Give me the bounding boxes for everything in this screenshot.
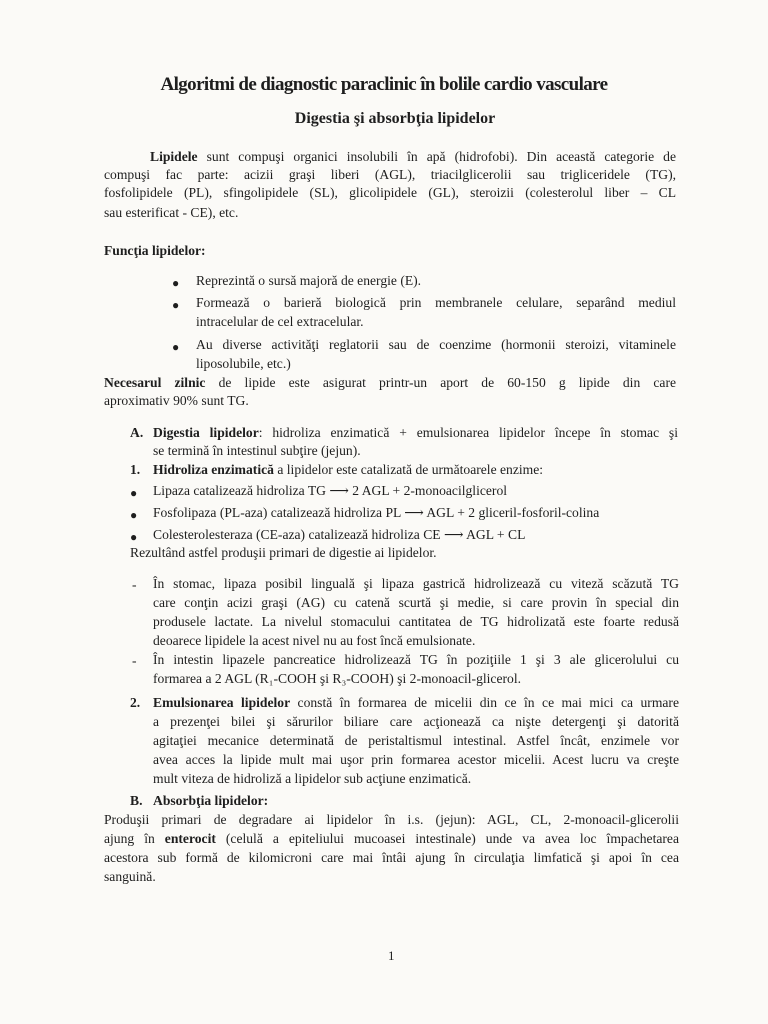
intro-line-3: fosfolipidele (PL), sfingolipidele (SL), glicolipidele (GL), steroizii (colesterolul liber – CL [104,185,676,200]
dash-icon: - [132,653,137,668]
bullet-icon: ● [172,340,180,354]
enzyme-item: Fosfolipaza (PL-aza) catalizează hidroliza PL ⟶ AGL + 2 gliceril-fosforil-colina [153,505,600,520]
item-2-line-5: mult viteza de hidroliză a lipidelor sub acţiune enzimatică. [153,771,472,786]
intro-line-2: compuşi fac parte: acizii graşi liberi (AGL), triacilglicerolii sau trigliceridele (TG), [104,167,676,182]
intestin-line-2: formarea a 2 AGL (R₁-COOH şi R₃-COOH) şi 2-monoacil-glicerol. [153,671,521,686]
intestin-line-1: În intestin lipazele pancreatice hidrolizează TG în poziţiile 1 şi 3 ale glicerolului cu [153,652,679,667]
section-subtitle: Digestia şi absorbţia lipidelor [294,110,496,127]
item-1-line: Hidroliza enzimatică a lipidelor este catalizată de următoarele enzime: [153,462,544,477]
section-a-line-2: se termină în intestinul subţire (jejun). [153,443,361,458]
functia-bullet-3-line-1: Au diverse activităţi reglatorii sau de coenzime (hormonii steroizi, vitaminele [196,337,676,352]
bullet-icon: ● [130,508,138,522]
enzyme-item: Colesterolesteraza (CE-aza) catalizează hidroliza CE ⟶ AGL + CL [153,527,526,542]
functia-bullet-2-line-2: intracelular de cel extracelular. [196,314,364,329]
item-2-marker: 2. [130,695,141,710]
item-2-line-2: a prezenţei bilei şi sărurilor biliare care acţionează ca nişte detergenţi şi datorită [153,714,679,729]
necesar-line-2: aproximativ 90% sunt TG. [104,393,249,408]
functia-bullet-1: Reprezintă o sursă majoră de energie (E). [196,273,422,288]
necesar-line-1: Necesarul zilnic de lipide este asigurat printr-un aport de 60-150 g lipide din care [104,375,677,390]
intro-line-1: Lipidele sunt compuşi organici insolubili în apă (hidrofobi). Din această categorie de [150,149,676,164]
enzyme-result: Rezultând astfel produşii primari de digestie ai lipidelor. [130,545,437,560]
bullet-icon: ● [130,530,138,544]
section-b-line-4: sanguină. [104,869,156,884]
section-a-marker: A. [130,425,144,440]
item-2-line-3: agitaţiei mecanice determinată de peristaltismul intestinal. Astfel încât, enzimele vor [153,733,679,748]
bullet-icon: ● [130,486,138,500]
functia-heading: Funcţia lipidelor: [104,243,206,258]
section-b-line-2: ajung în enterocit (celulă a epiteliului mucoasei intestinale) unde va avea loc împachetarea [104,831,679,846]
page-number: 1 [388,948,395,963]
stomac-line-1: În stomac, lipaza posibil linguală şi lipaza gastrică hidrolizează cu viteză scăzută TG [153,576,679,591]
section-a-line-1: Digestia lipidelor: hidroliza enzimatică + emulsionarea lipidelor începe în stomac şi [153,425,679,440]
item-2-line-1: Emulsionarea lipidelor constă în formarea de micelii din ce în ce mai mici ca urmare [153,695,679,710]
bullet-icon: ● [172,276,180,290]
enzyme-item: Lipaza catalizează hidroliza TG ⟶ 2 AGL + 2-monoacilglicerol [153,483,508,498]
page-title: Algoritmi de diagnostic paraclinic în bolile cardio vasculare [160,74,608,95]
stomac-line-4: deoarece lipidele la acest nivel nu au fost încă emulsionate. [153,633,476,648]
stomac-line-2: care conţin acizi graşi (AG) cu catenă scurtă şi medie, si care provin în special din [153,595,679,610]
functia-bullet-3-line-2: liposolubile, etc.) [196,356,291,371]
section-b-line-1: Produşii primari de degradare ai lipidelor în i.s. (jejun): AGL, CL, 2-monoacil-glicerolii [104,812,679,827]
stomac-line-3: produsele lactate. La nivelul stomacului cantitatea de TG hidrolizată este foarte redusă [153,614,679,629]
dash-icon: - [132,577,137,592]
section-b-line-3: acestora sub formă de kilomicroni care mai întâi ajung în circulaţia limfatică şi apoi în cea [104,850,679,865]
bullet-icon: ● [172,298,180,312]
section-b-heading: Absorbţia lipidelor: [153,793,269,808]
functia-bullet-2-line-1: Formează o barieră biologică prin membranele celulare, separând mediul [196,295,676,310]
intro-line-4: sau esterificat - CE), etc. [104,205,239,220]
item-2-line-4: avea acces la lipide mult mai uşor prin formarea acestor micelii. Acest lucru va creşte [153,752,679,767]
section-b-marker: B. [130,793,143,808]
item-1-marker: 1. [130,462,141,477]
